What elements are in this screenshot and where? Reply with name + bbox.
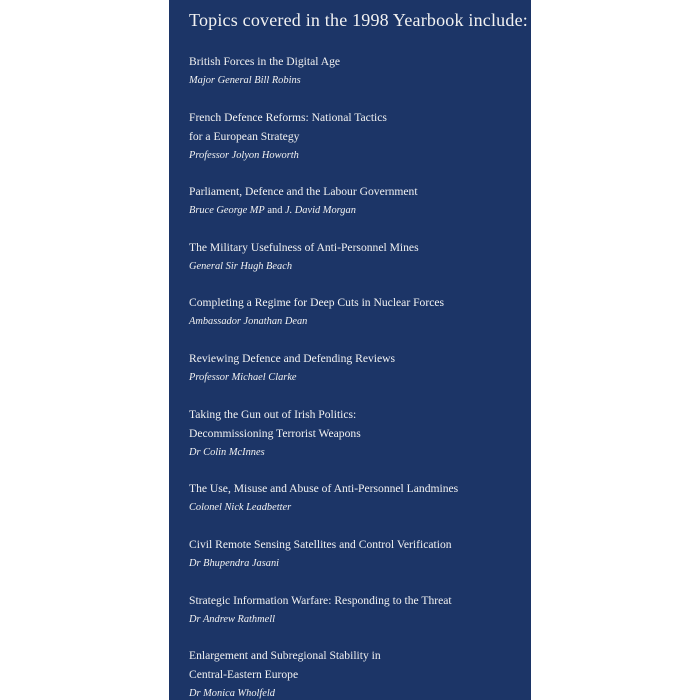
topic-title: Strategic Information Warfare: Responding to the Threat — [189, 594, 452, 607]
author-name: J. David Morgan — [285, 204, 356, 216]
topic-author: Dr Monica Wholfeld — [189, 687, 275, 699]
author-name: Bruce George MP — [189, 204, 265, 216]
topic-title-continued: for a European Strategy — [189, 129, 300, 143]
topic-item — [189, 294, 519, 332]
topic-item — [189, 536, 519, 574]
page-title: Topics covered in the 1998 Yearbook include: — [189, 10, 528, 30]
topic-author: Professor Michael Clarke — [189, 371, 297, 383]
topic-title: Reviewing Defence and Defending Reviews — [189, 352, 396, 365]
topic-title: Taking the Gun out of Irish Politics: — [189, 408, 357, 421]
topic-title-continued: Decommissioning Terrorist Weapons — [189, 426, 361, 440]
topic-author: Colonel Nick Leadbetter — [189, 501, 292, 513]
topic-title-continued: Central-Eastern Europe — [189, 667, 299, 681]
topic-title: The Use, Misuse and Abuse of Anti-Personnel Landmines — [189, 482, 459, 495]
topic-item — [189, 53, 519, 91]
topic-title: Parliament, Defence and the Labour Government — [189, 185, 418, 198]
topic-author: Dr Colin McInnes — [189, 446, 265, 458]
topic-item — [189, 480, 519, 518]
topic-item — [189, 109, 519, 165]
topic-item — [189, 183, 519, 221]
topic-item — [189, 647, 519, 700]
topic-author — [189, 202, 519, 221]
topic-author: Dr Bhupendra Jasani — [189, 557, 280, 569]
topic-title: French Defence Reforms: National Tactics — [189, 111, 387, 124]
topic-title: British Forces in the Digital Age — [189, 55, 341, 68]
topic-author: Dr Andrew Rathmell — [189, 613, 276, 625]
topic-author: Professor Jolyon Howorth — [189, 149, 299, 161]
topic-item — [189, 406, 519, 462]
topic-title: Completing a Regime for Deep Cuts in Nuclear Forces — [189, 296, 445, 309]
topic-title: Enlargement and Subregional Stability in — [189, 649, 381, 662]
topic-item — [189, 592, 519, 630]
topic-author: General Sir Hugh Beach — [189, 260, 293, 272]
author-conjunction: and — [264, 204, 285, 216]
topic-item — [189, 239, 519, 277]
topic-item — [189, 350, 519, 388]
topic-title: The Military Usefulness of Anti-Personnel Mines — [189, 241, 419, 254]
yearbook-panel — [169, 0, 531, 700]
topic-title: Civil Remote Sensing Satellites and Control Verification — [189, 538, 452, 551]
topic-author: Major General Bill Robins — [189, 74, 301, 86]
topic-author: Ambassador Jonathan Dean — [189, 315, 308, 327]
